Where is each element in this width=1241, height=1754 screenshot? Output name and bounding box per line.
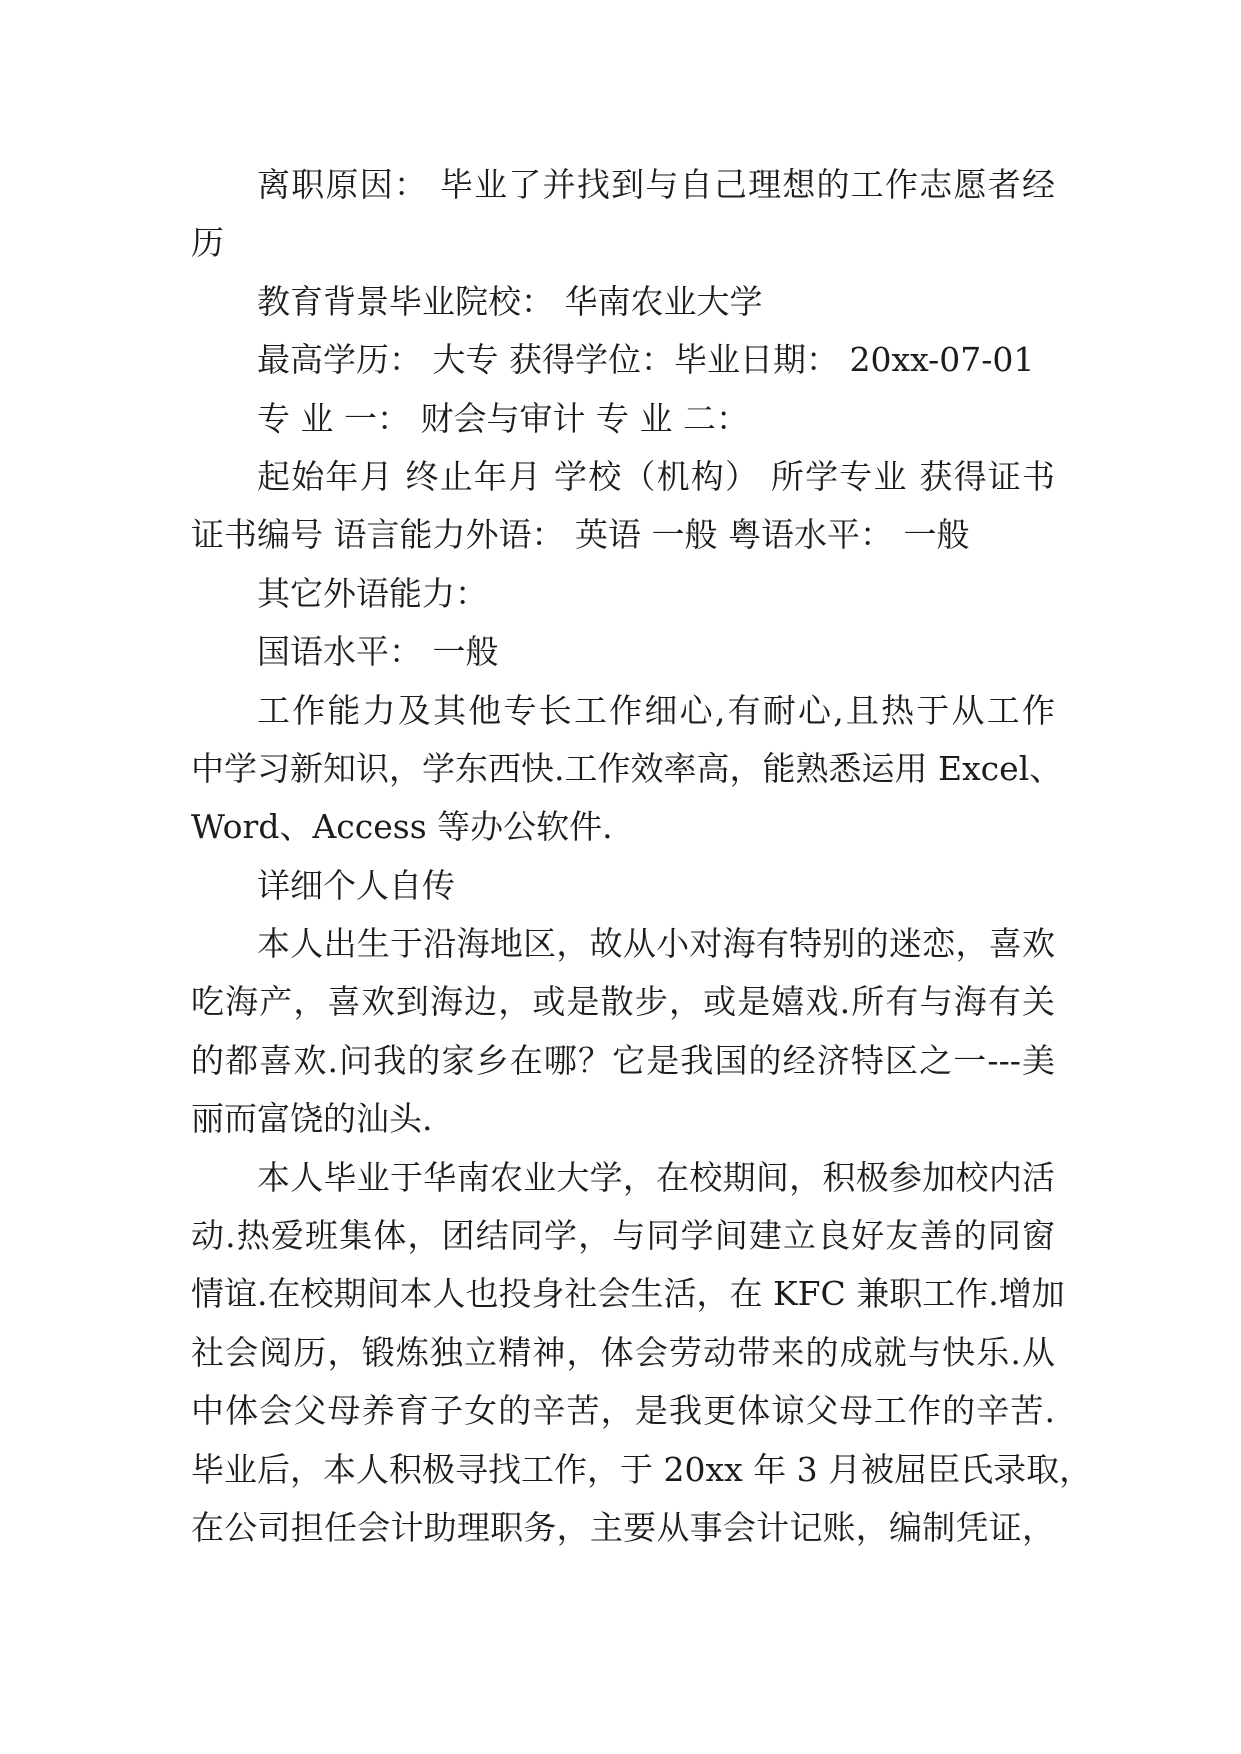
document-line: 动.热爱班集体，团结同学，与同学间建立良好友善的同窗 [191, 1216, 1055, 1256]
document-line: 其它外语能力： [257, 573, 488, 613]
section-heading-autobiography [191, 857, 1055, 915]
document-line: 工作能力及其他专长工作细心,有耐心,且热于从工作 [257, 690, 1055, 730]
document-line: 离职原因： 毕业了并找到与自己理想的工作志愿者经 [257, 165, 1055, 204]
document-line: Word、Access 等办公软件. [191, 807, 613, 847]
document-line: 的都喜欢.问我的家乡在哪？它是我国的经济特区之一---美 [191, 1040, 1055, 1080]
document-line: 社会阅历，锻炼独立精神，体会劳动带来的成就与快乐.从 [191, 1332, 1055, 1372]
document-line: 专 业 一： 财会与审计 专 业 二： [257, 398, 749, 438]
document-line: 吃海产，喜欢到海边，或是散步，或是嬉戏.所有与海有关 [191, 982, 1055, 1022]
document-line: 详细个人自传 [257, 865, 455, 905]
paragraph-work-skills [191, 682, 1063, 857]
document-line: 本人出生于沿海地区，故从小对海有特别的迷恋，喜欢 [257, 924, 1055, 964]
document-line: 中体会父母养育子女的辛苦，是我更体谅父母工作的辛苦. [191, 1391, 1055, 1431]
document-line: 在公司担任会计助理职务，主要从事会计记账，编制凭证， [191, 1507, 1055, 1547]
document-line: 中学习新知识，学东西快.工作效率高，能熟悉运用 Excel、 [191, 748, 1063, 788]
paragraph-leaving-reason [191, 156, 1055, 273]
paragraph-other-languages [191, 565, 1055, 623]
document-line: 毕业后，本人积极寻找工作，于 20xx 年 3 月被屈臣氏录取， [191, 1449, 1093, 1489]
document-line: 证书编号 语言能力外语： 英语 一般 粤语水平： 一般 [191, 515, 970, 555]
document-line: 起始年月 终止年月 学校（机构） 所学专业 获得证书 [257, 456, 1055, 496]
paragraph-majors [191, 390, 1055, 448]
paragraph-training-languages [191, 448, 1055, 565]
document-line: 教育背景毕业院校： 华南农业大学 [257, 281, 763, 321]
document-body [191, 156, 1093, 1557]
document-line: 本人毕业于华南农业大学，在校期间，积极参加校内活 [257, 1157, 1055, 1197]
document-line: 历 [191, 223, 224, 263]
paragraph-hometown [191, 915, 1055, 1149]
document-line: 丽而富饶的汕头. [191, 1099, 433, 1139]
document-line: 情谊.在校期间本人也投身社会生活，在 KFC 兼职工作.增加 [191, 1274, 1065, 1314]
document-line: 国语水平： 一般 [257, 632, 499, 672]
paragraph-education-degree [191, 331, 1055, 389]
paragraph-university-experience [191, 1149, 1093, 1558]
paragraph-mandarin-level [191, 623, 1055, 681]
document-line: 最高学历： 大专 获得学位：毕业日期： 20xx-07-01 [257, 340, 1035, 380]
paragraph-education-school [191, 273, 1055, 331]
